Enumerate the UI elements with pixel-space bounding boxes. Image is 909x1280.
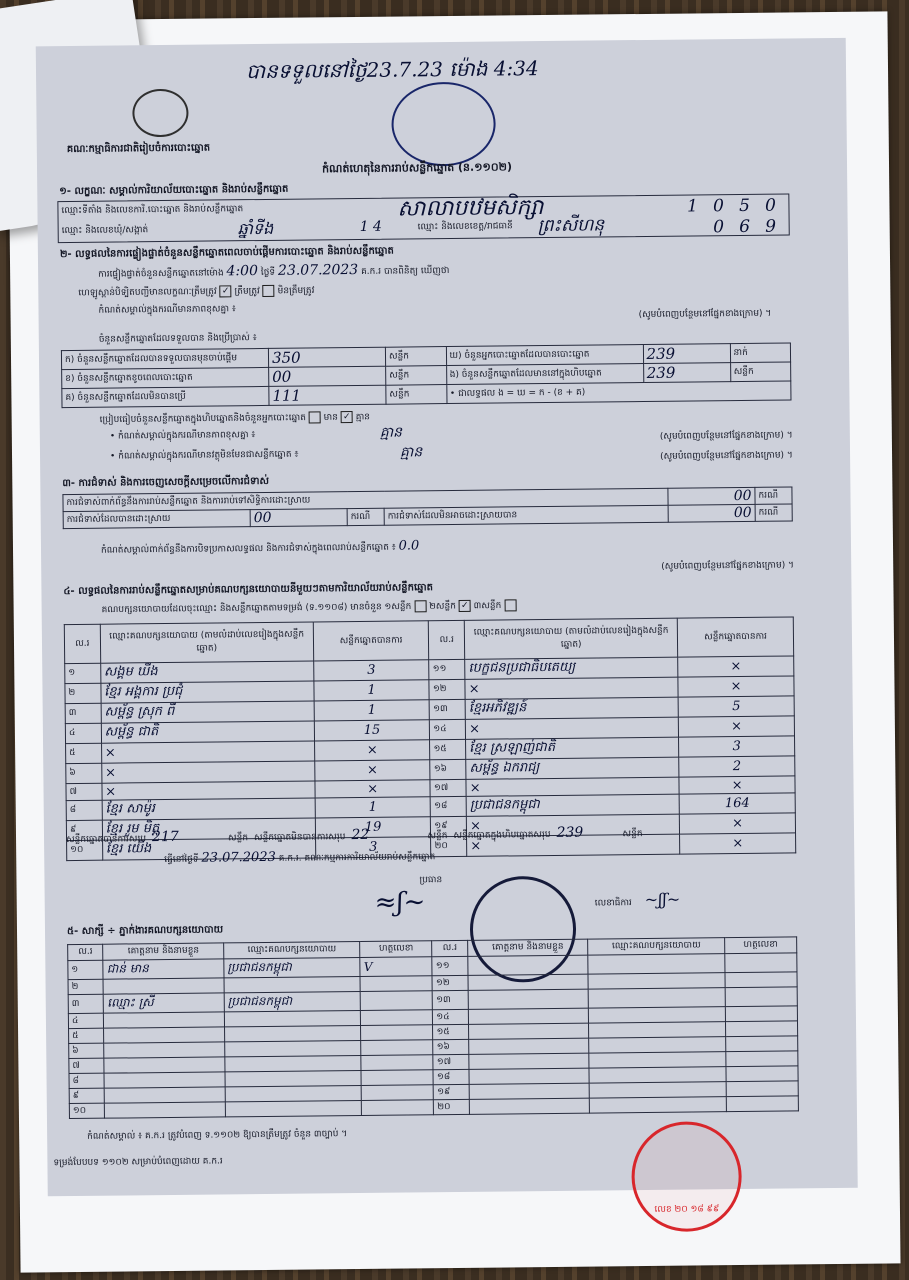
- unit: សន្លឹក: [386, 385, 447, 405]
- seal-text: ហេឡូស្ពាន់បិទ្បិតបញ្ជីមានលក្ខណៈត្រឹមត្រូវ: [78, 286, 217, 299]
- witness-party: [224, 1010, 361, 1026]
- witness-sign: [361, 1070, 433, 1086]
- witness-sign: [360, 976, 432, 992]
- party-no: ៦: [66, 763, 102, 783]
- witness-party: [588, 973, 725, 989]
- party-name: ×: [465, 677, 678, 699]
- complaint-note: [101, 540, 419, 556]
- witness-rows: [68, 953, 799, 1119]
- row-d-value: 239: [643, 344, 730, 364]
- party-no: ១៥: [430, 739, 466, 759]
- party-votes: 1: [315, 797, 431, 818]
- checkbox-has-diff[interactable]: [309, 411, 321, 423]
- row-d-label: ឃ) ចំនួនអ្នកបោះឆ្នោតដែលបានបោះឆ្នោត: [446, 345, 643, 366]
- party-no: ១៤: [430, 719, 466, 739]
- opt-has-diff: មាន: [323, 412, 338, 423]
- party-no: ៧: [66, 783, 102, 800]
- diff-text: ប្រៀបធៀបចំនួនសន្លឹកឆ្នោតក្នុងហិបឆ្នោតនិងចំនួនអ្នកបោះឆ្នោត: [99, 413, 306, 426]
- verify-date: 23.07.2023: [277, 261, 359, 279]
- party-votes: 164: [679, 793, 795, 814]
- province-code: [706, 217, 784, 238]
- party-votes: 19: [315, 817, 431, 838]
- party-intro-line: [102, 599, 517, 616]
- witness-sign: [725, 1021, 797, 1037]
- office-code-digit: 5: [738, 195, 750, 216]
- party-votes: ×: [315, 780, 431, 798]
- row-a-label: ក) ចំនួនសន្លឹកឆ្នោតដែលបានទទួលបានមុនចាប់ផ្ដើម: [61, 348, 268, 369]
- unit: សន្លឹក: [227, 833, 249, 844]
- secretary-label: លេខាធិការ: [594, 898, 632, 909]
- total-valid-value: 217: [151, 828, 179, 846]
- witness-sign: [726, 1036, 798, 1052]
- made-date: 23.07.2023: [201, 849, 276, 866]
- witness-no: ១: [68, 960, 104, 979]
- row-a-value: 350: [268, 347, 385, 367]
- witness-no: ៤: [68, 1013, 104, 1028]
- witness-party: [224, 976, 361, 992]
- complaints-table: [62, 486, 792, 529]
- party-votes: 5: [678, 696, 794, 717]
- witness-party: [225, 1055, 362, 1071]
- witness-no: ៨: [69, 1073, 105, 1088]
- org-name: គណៈកម្មាធិការជាតិរៀបចំការបោះឆ្នោត: [66, 142, 211, 156]
- opt-incorrect: មិនត្រឹមត្រូវ: [277, 285, 315, 297]
- witness-table: [67, 936, 799, 1119]
- party-no: ១៩: [431, 816, 467, 836]
- witness-party: [590, 1097, 727, 1113]
- reason1-value: គ្មាន: [379, 424, 403, 441]
- made-at: ធ្វើនៅថ្ងៃទី: [164, 854, 199, 866]
- photocopy-document: [36, 38, 858, 1196]
- party-votes: ×: [678, 676, 794, 697]
- witness-sign: [361, 1025, 433, 1041]
- col-no: ល.រ: [68, 944, 104, 960]
- party-name: ខ្មែរ រួម មិត្ត: [102, 818, 315, 840]
- checkbox-incorrect[interactable]: [263, 285, 275, 297]
- party-name: បេក្ខជនប្រជាធិបតេយ្យ: [465, 657, 678, 679]
- witness-name: [468, 974, 589, 990]
- witness-party: [225, 1040, 362, 1056]
- unit-persons: នាក់: [730, 343, 791, 363]
- party-no: ១៨: [431, 796, 467, 816]
- party-votes: ×: [680, 833, 796, 854]
- ballot-count-table: [61, 342, 792, 408]
- party-name: សម្ព័ន្ធ ជាតិ: [101, 721, 314, 743]
- party-name: ×: [101, 741, 314, 763]
- row-b-label: ខ) ចំនួនសន្លឹកឆ្នោតខូចពេលបោះឆ្នោត: [62, 367, 269, 388]
- col-sign: ហត្ថលេខា: [725, 937, 797, 954]
- party-no: ៨: [66, 800, 102, 820]
- opt-2-sheets: ២សន្លឹក: [429, 601, 456, 612]
- party-name: ខ្មែរ ស្រឡាញ់ជាតិ: [466, 737, 679, 759]
- witness-party: [225, 1070, 362, 1086]
- witness-sign: [725, 987, 797, 1007]
- witness-name: [468, 1023, 589, 1039]
- committee: គ.ក.រ. គណៈកម្មការការិយាល័យរាប់សន្លឹកឆ្នោត: [278, 852, 436, 864]
- reason2-value: គ្មាន: [399, 444, 423, 461]
- party-votes: 3: [313, 660, 429, 681]
- total-invalid-value: 22: [351, 826, 370, 844]
- witness-name: ឈ្មោះ ស្រី: [104, 993, 225, 1013]
- col-party: ឈ្មោះគណបក្សនយោបាយ (តាមលំដាប់លេខរៀងក្នុងសន្លឹកឆ្នោត): [464, 618, 677, 659]
- col-votes: សន្លឹកឆ្នោតបានការ: [677, 617, 793, 657]
- witness-name: [468, 955, 589, 975]
- witness-party: [589, 1082, 726, 1098]
- party-votes: 3: [315, 837, 431, 858]
- opt-3-sheets: ៣សន្លឹក: [473, 601, 502, 612]
- witness-party: [589, 1007, 726, 1023]
- row-e-label: ង) ចំនួនសន្លឹកឆ្នោតដែលមាននៅក្នុងហិបឆ្នោត: [446, 364, 643, 385]
- section1-heading: ១- លក្ខណៈ សម្គាល់ការិយាល័យបោះឆ្នោត និងរាប់សន្លឹកឆ្នោត: [59, 183, 289, 198]
- party-no: ១៦: [430, 759, 466, 779]
- location-value: សាលាបឋមសិក្សា: [397, 195, 544, 222]
- party-no: ៩: [66, 820, 102, 840]
- witness-name: [104, 1027, 225, 1043]
- received-note: បានទទួលនៅថ្ងៃ23.7.23 ម៉ោង 4:34: [245, 56, 539, 84]
- province-code-digit: 9: [765, 216, 777, 237]
- secretary-signature: ~ʃʃ~: [644, 889, 681, 910]
- party-votes-table: [64, 616, 796, 861]
- chair-label: ប្រធាន: [419, 875, 443, 886]
- complaint-r3-value: 00: [668, 504, 755, 522]
- diff-note-label: កំណត់សម្គាល់ក្នុងករណីមានភាពខុសគ្នា ៖: [98, 304, 236, 316]
- witness-no: ៦: [69, 1043, 105, 1058]
- witness-party: ប្រជាជនកម្ពុជា: [224, 957, 361, 977]
- total-valid-label: សន្លឹកឆ្នោតបានការសរុប: [66, 834, 147, 846]
- party-no: ១០: [67, 840, 103, 860]
- party-no: ១៣: [430, 699, 466, 719]
- unit: សន្លឹក: [385, 347, 446, 367]
- witness-party: ប្រជាជនកម្ពុជា: [224, 991, 361, 1011]
- complaint-note-label: កំណត់សម្គាល់ពាក់ព័ន្ធនឹងការបិទប្រកាសលទ្ធផល និងការជំទាស់ក្នុងពេលរាប់សន្លឹកឆ្នោត ៖: [100, 542, 396, 556]
- party-name: ប្រជាជនកម្ពុជា: [466, 794, 679, 816]
- witness-no: ១១: [432, 956, 468, 975]
- witness-party: [588, 954, 725, 974]
- party-votes: 3: [679, 736, 795, 757]
- total-invalid-label: សន្លឹកឆ្នោតមិនបានការសរុប: [253, 832, 346, 844]
- paper-sheet: [7, 11, 900, 1272]
- witness-name: ជាន់ មាន: [103, 959, 224, 979]
- formula: • ជាលទ្ធផល ង = ឃ = ក - (ខ + គ): [446, 381, 791, 404]
- witness-party: [589, 1052, 726, 1068]
- col-party: ឈ្មោះគណបក្សនយោបាយ: [224, 942, 361, 959]
- party-name: ខ្មែរអភិវឌ្ឍន៍: [465, 697, 678, 719]
- party-votes: ×: [680, 813, 796, 834]
- row-c-value: 111: [269, 385, 386, 405]
- witness-name: [104, 1012, 225, 1028]
- party-no: ១២: [429, 679, 465, 699]
- office-code-digit: 0: [764, 195, 776, 216]
- party-votes: ×: [314, 740, 430, 761]
- case-unit: ករណី: [755, 504, 792, 521]
- witness-sign: [361, 1040, 433, 1056]
- col-votes: សន្លឹកឆ្នោតបានការ: [313, 621, 429, 661]
- witness-no: ៧: [69, 1058, 105, 1073]
- party-no: ១១: [429, 659, 465, 679]
- party-no: ១: [65, 663, 101, 683]
- section4-heading: ៤- លទ្ធផលនៃការរាប់សន្លឹកឆ្នោតសម្រាប់គណបក្សនយោបាយនីមួយៗតាមការិយាល័យរាប់សន្លឹកឆ្នោត: [63, 582, 434, 598]
- witness-sign: [726, 1081, 798, 1097]
- witness-no: ១៣: [433, 990, 469, 1009]
- witness-no: ១៤: [433, 1009, 469, 1024]
- witness-no: ២០: [434, 1099, 470, 1114]
- party-no: ២: [65, 683, 101, 703]
- party-votes: ×: [314, 760, 430, 781]
- party-votes: 2: [679, 756, 795, 777]
- unit: សន្លឹក: [386, 366, 447, 386]
- witness-no: ១៥: [433, 1024, 469, 1039]
- verify-line: [98, 261, 450, 281]
- party-name: សម្ព័ន្ធ ឯករាជ្យ: [466, 757, 679, 779]
- row-e-value: 239: [643, 363, 730, 383]
- section3-heading: ៣- ការជំទាស់ និងការចេញសេចក្តីសម្រេចលើការជំទាស់: [62, 475, 270, 490]
- col-no: ល.រ: [429, 620, 465, 659]
- witness-no: ១៦: [433, 1039, 469, 1054]
- seal-line: [78, 284, 314, 299]
- verify-mid: ថ្ងៃទី: [260, 267, 276, 279]
- witness-name: [468, 989, 589, 1009]
- commune-number: 1 4: [359, 218, 382, 235]
- section5-heading: ៥- សាក្សី ÷ ភ្នាក់ងារគណបក្សនយោបាយ: [66, 924, 224, 938]
- complaint-note-value: 0.0: [398, 538, 420, 554]
- reason2-label: • កំណត់សម្គាល់ក្នុងករណីមានវត្ថុមិនមែនជាសន្លឹកឆ្នោត ៖: [109, 449, 299, 462]
- witness-sign: [726, 1051, 798, 1067]
- witness-party: [224, 1025, 361, 1041]
- commune-value: ឆ្នាំទីង: [237, 218, 274, 239]
- verify-pre: ការផ្ទៀងផ្ទាត់ចំនួនសន្លឹកឆ្នោតនៅម៉ោង: [98, 268, 224, 280]
- witness-no: ៩: [69, 1088, 105, 1103]
- checkbox-1-sheet[interactable]: [414, 600, 426, 612]
- province-code-digit: 0: [713, 217, 725, 238]
- party-votes: 1: [314, 680, 430, 701]
- party-intro: គណបក្សនយោបាយដែលចុះឈ្មោះ និងសន្លឹកឆ្នោតតាមទម្រង់ (ទ.១១០៨) មានចំនួន ១សន្លឹក: [101, 601, 412, 616]
- row-b-value: 00: [269, 366, 386, 386]
- witness-sign: [361, 1055, 433, 1071]
- witness-name: [104, 1057, 225, 1073]
- witness-sign: [725, 1006, 797, 1022]
- diff-line: [100, 411, 370, 426]
- witness-sign: [361, 1010, 433, 1026]
- party-name: សង្គម ឃីង: [100, 661, 313, 683]
- party-votes: ×: [679, 776, 795, 794]
- witness-name: [105, 1102, 226, 1118]
- witness-sign: V: [360, 957, 432, 977]
- witness-no: ១២: [432, 975, 468, 990]
- witness-sign: [362, 1100, 434, 1116]
- witness-name: [469, 1083, 590, 1099]
- blue-stamp: [391, 82, 496, 167]
- col-name: គោត្តនាម និងនាមខ្លួន: [103, 943, 224, 960]
- party-name: ខ្មែរ យើង: [102, 838, 315, 860]
- col-no: ល.រ: [432, 940, 468, 956]
- witness-party: [589, 988, 726, 1008]
- witness-sign: [362, 1085, 434, 1101]
- total-box-value: 239: [556, 824, 584, 841]
- office-code: [679, 196, 783, 217]
- total-box-label: សន្លឹកឆ្នោតក្នុងហិបឆ្នោតសរុប: [453, 829, 551, 842]
- witness-name: [104, 1042, 225, 1058]
- party-name: ខ្មែរ អង្គការ ប្រជុំ: [101, 681, 314, 703]
- reason1-label: • កំណត់សម្គាល់ក្នុងករណីមានភាពខុសគ្នា ៖: [109, 430, 256, 442]
- emblem-icon: [132, 89, 188, 138]
- commune-label: ឈ្មោះ និងលេខឃុំ/សង្កាត់: [61, 225, 149, 237]
- made-line: [164, 850, 435, 866]
- party-votes: ×: [678, 656, 794, 677]
- form-title: កំណត់ហេតុនៃការរាប់សន្លឹកឆ្នោត (ន.១១០២): [321, 160, 513, 176]
- witness-name: [103, 978, 224, 994]
- unit: សន្លឹក: [427, 831, 448, 842]
- complaint-r1-value: 00: [668, 487, 755, 505]
- party-name: ×: [466, 777, 679, 796]
- diff-note-hint: (សូមបំពេញបន្ថែមនៅផ្នែកខាងក្រោម) ។: [638, 308, 772, 321]
- checkbox-no-diff[interactable]: ✓: [341, 411, 353, 423]
- checkbox-3-sheets[interactable]: [504, 599, 516, 611]
- party-votes: 15: [314, 720, 430, 741]
- party-no: ១៧: [430, 779, 466, 796]
- checkbox-2-sheets[interactable]: ✓: [459, 600, 471, 612]
- chair-signature: ≈ʃ~: [374, 887, 426, 918]
- witness-name: [469, 1098, 590, 1114]
- party-name: សម្ព័ន្ធ ស្រុក ពី: [101, 701, 314, 723]
- party-no: ២០: [431, 836, 467, 856]
- witness-sign: [725, 953, 797, 973]
- witness-no: ២: [68, 979, 104, 994]
- party-name: ខ្មែរ សាម៉ូរ: [102, 798, 315, 820]
- office-code-digit: 0: [712, 196, 724, 217]
- col-name: គោត្តនាម និងនាមខ្លួន: [468, 939, 589, 956]
- witness-no: ១៩: [434, 1084, 470, 1099]
- ballots-intro: ចំនួនសន្លឹកឆ្នោតដែលទទួលបាន និងប្រើប្រាស់ ៖: [98, 333, 257, 345]
- red-stamp-text: លេខ ២០ ១៨ ៩៩: [654, 1204, 720, 1215]
- checkbox-correct[interactable]: ✓: [220, 285, 232, 297]
- witness-sign: [726, 1096, 798, 1112]
- opt-no-diff: គ្មាន: [355, 412, 371, 423]
- office-code-digit: 1: [686, 196, 698, 217]
- section2-heading: ២- លទ្ធផលនៃការផ្ទៀងផ្ទាត់ចំនួនសន្លឹកឆ្នោតពេលចាប់ផ្ដើមការបោះឆ្នោត និងរាប់សន្លឹកឆ្នោត: [59, 245, 394, 261]
- witness-no: ១០: [69, 1103, 105, 1118]
- unit: សន្លឹក: [622, 829, 643, 840]
- col-party: ឈ្មោះគណបក្សនយោបាយ: [588, 938, 725, 955]
- complaint-r2-value: 00: [250, 509, 347, 527]
- witness-party: [589, 1037, 726, 1053]
- col-no: ល.រ: [64, 624, 100, 663]
- witness-no: ១៧: [433, 1054, 469, 1069]
- witness-party: [589, 1022, 726, 1038]
- reason1-hint: (សូមបំពេញបន្ថែមនៅផ្នែកខាងក្រោម) ។: [659, 430, 793, 442]
- witness-name: [104, 1072, 225, 1088]
- province-value: ព្រះសីហនុ: [537, 215, 605, 237]
- witness-name: [469, 1038, 590, 1054]
- party-votes: ×: [679, 716, 795, 737]
- verify-time: 4:00: [226, 263, 259, 280]
- party-name: ×: [102, 781, 315, 800]
- witness-sign: [361, 991, 433, 1011]
- unit: សន្លឹក: [730, 362, 791, 382]
- col-sign: ហត្ថលេខា: [360, 941, 432, 958]
- row-c-label: គ) ចំនួនសន្លឹកឆ្នោតដែលមិនបានប្រើ: [62, 386, 269, 407]
- footer-form: ទម្រង់បែបបទ ១១០២ សម្រាប់បំពេញដោយ គ.ក.រ: [53, 1156, 223, 1169]
- witness-name: [105, 1087, 226, 1103]
- complaint-r3-label: ការជំទាស់ដែលមិនអាចដោះស្រាយបាន: [384, 505, 668, 525]
- complaint-hint: (សូមបំពេញបន្ថែមនៅផ្នែកខាងក្រោម) ។: [661, 560, 795, 572]
- province-code-digit: 6: [739, 216, 751, 237]
- party-no: ៣: [65, 703, 101, 723]
- party-votes: 1: [314, 700, 430, 721]
- party-name: ×: [465, 717, 678, 739]
- opt-correct: ត្រឹមត្រូវ: [234, 286, 260, 297]
- witness-name: [468, 1008, 589, 1024]
- witness-name: [469, 1068, 590, 1084]
- reason2-hint: (សូមបំពេញបន្ថែមនៅផ្នែកខាងក្រោម) ។: [660, 450, 793, 462]
- location-label: ឈ្មោះទីតាំង និងលេខការិ.បោះឆ្នោត និងរាប់សន្លឹកឆ្នោត: [61, 204, 244, 217]
- party-name: ×: [466, 814, 679, 836]
- footer-note: កំណត់សម្គាល់ ៖ គ.ក.រ ត្រូវបំពេញ ទ.១១០២ ឱ្យបានត្រឹមត្រូវ ចំនួន ៣ច្បាប់ ។: [87, 1129, 348, 1142]
- witness-no: ១៨: [433, 1069, 469, 1084]
- case-unit: ករណី: [755, 487, 792, 504]
- party-no: ៤: [65, 723, 101, 743]
- witness-sign: [726, 1066, 798, 1082]
- witness-name: [469, 1053, 590, 1069]
- case-unit: ករណី: [347, 508, 384, 525]
- red-stamp: [631, 1121, 742, 1232]
- party-name: ×: [101, 761, 314, 783]
- col-party: ឈ្មោះគណបក្សនយោបាយ (តាមលំដាប់លេខរៀងក្នុងសន្លឹកឆ្នោត): [100, 622, 313, 663]
- witness-sign: [725, 972, 797, 988]
- witness-no: ៥: [69, 1028, 105, 1043]
- witness-party: [225, 1100, 362, 1116]
- party-no: ៥: [66, 743, 102, 763]
- witness-no: ៣: [68, 994, 104, 1013]
- verify-post: គ.ក.រ បានពិនិត្យ ឃើញថា: [361, 266, 450, 277]
- province-label: ឈ្មោះ និងលេខខេត្ត/រាជធានី: [417, 221, 513, 233]
- party-name: ×: [467, 834, 680, 856]
- complaint-r1: ការជំទាស់ពាក់ព័ន្ធនឹងការរាប់សន្លឹកឆ្នោត និងការរាប់ទៅសិទ្ធិការដោះស្រាយ: [63, 488, 668, 511]
- complaint-r2-label: ការជំទាស់ដែលបានដោះស្រាយ: [63, 510, 250, 529]
- witness-party: [225, 1085, 362, 1101]
- witness-party: [589, 1067, 726, 1083]
